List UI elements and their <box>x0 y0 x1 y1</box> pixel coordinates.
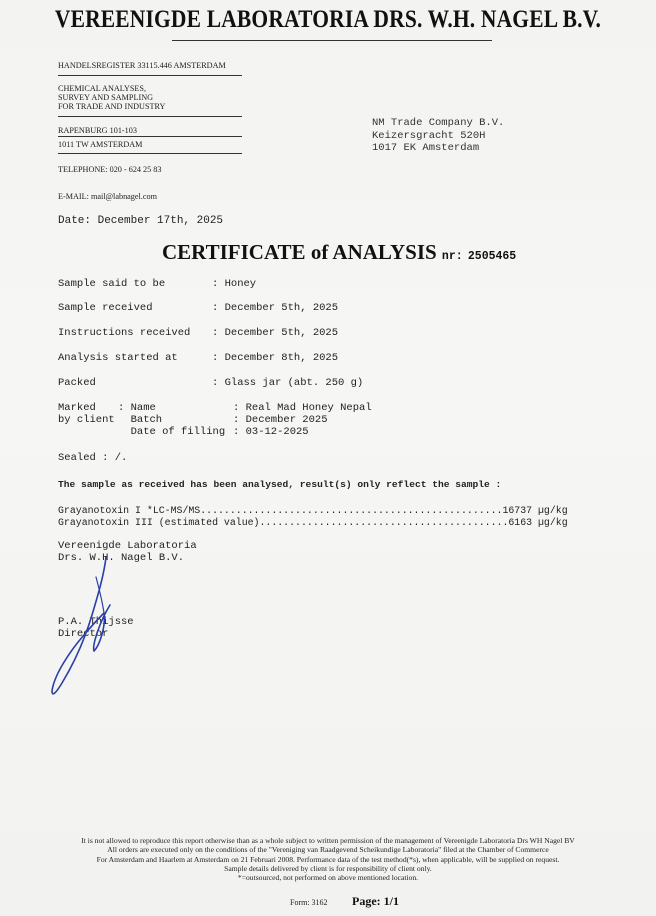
field-value: : December 8th, 2025 <box>212 352 339 364</box>
result-row: Grayanotoxin I *LC-MS/MS...................................................16737 µg/kg <box>58 505 568 516</box>
services-line: FOR TRADE AND INDUSTRY <box>58 102 166 112</box>
signatory-org: Drs. W.H. Nagel B.V. <box>58 552 185 564</box>
services-line: CHEMICAL ANALYSES, <box>58 84 147 93</box>
recipient-address <box>372 117 504 155</box>
recipient-line: Keizersgracht 520H <box>372 129 486 142</box>
footer-line: All orders are executed only on the conditions of the "Vereniging van Raadgevend Scheikundige Laboratoria" filed at the Chamber of Commerce <box>107 845 549 855</box>
footer-line: It is not allowed to reproduce this report otherwise than as a whole subject to written permission of the management of Vereenigde Laboratoria Drs WH Nagel BV <box>81 836 575 845</box>
marked-key: Date of filling <box>118 426 226 438</box>
report-date: Date: December 17th, 2025 <box>58 215 224 227</box>
certificate-title-text: CERTIFICATE of ANALYSIS <box>162 240 437 264</box>
field-label: Packed <box>58 377 96 389</box>
services-block <box>58 84 165 112</box>
header-divider <box>58 75 242 76</box>
marked-key: : Name <box>118 402 156 414</box>
field-label: Sample received <box>58 302 153 314</box>
field-value: : Glass jar (abt. 250 g) <box>212 377 364 389</box>
result-row: Grayanotoxin III (estimated value)..........................................6163 µg/kg <box>58 517 568 528</box>
field-value: : Honey <box>212 278 257 290</box>
footer-line: Sample details delivered by client is for responsibility of client only. <box>224 863 432 873</box>
email-line: E-MAIL: mail@labnagel.com <box>58 192 157 201</box>
signatory-name: P.A. Thijsse <box>58 616 134 628</box>
marked-value: : Real Mad Honey Nepal <box>233 402 372 414</box>
marked-value: : December 2025 <box>233 414 328 426</box>
field-value: : December 5th, 2025 <box>212 302 339 314</box>
form-number: Form: 3162 <box>290 898 328 907</box>
marked-value: : 03-12-2025 <box>233 426 309 438</box>
certificate-number: 2505465 <box>467 250 517 263</box>
by-client-label: by client <box>58 414 115 426</box>
company-name: VEREENIGDE LABORATORIA DRS. W.H. NAGEL B.V. <box>54 6 602 33</box>
handwritten-signature <box>40 555 140 705</box>
field-value: : December 5th, 2025 <box>212 327 339 339</box>
marked-key: Batch <box>118 414 163 426</box>
signatory-title: Director <box>58 628 109 640</box>
field-label: Instructions received <box>58 327 191 339</box>
certificate-nr-label: nr: <box>441 250 463 263</box>
address-line-1: RAPENBURG 101-103 <box>58 126 137 135</box>
footer-line: *=outsourced, not performed on above mentioned location. <box>237 873 419 883</box>
title-underline <box>172 40 492 41</box>
sealed-line: Sealed : /. <box>58 452 128 464</box>
header-divider <box>58 116 242 117</box>
address-line-2: 1011 TW AMSTERDAM <box>58 140 143 149</box>
registry-line: HANDELSREGISTER 33115.446 AMSTERDAM <box>58 61 226 70</box>
field-label: Sample said to be <box>58 278 166 290</box>
header-divider <box>58 153 242 154</box>
results-intro: The sample as received has been analysed, result(s) only reflect the sample : <box>58 479 502 490</box>
marked-label: Marked <box>58 402 96 414</box>
recipient-line: 1017 EK Amsterdam <box>372 142 480 154</box>
field-label: Analysis started at <box>58 352 178 364</box>
header-divider <box>58 136 242 137</box>
services-line: SURVEY AND SAMPLING <box>58 93 154 103</box>
page-number: Page: 1/1 <box>352 894 399 908</box>
footer-line: For Amsterdam and Haarlem at Amsterdam on 21 Februari 2008. Performance data of the test method(*s), when applicable, will be supplied on request. <box>96 854 560 864</box>
certificate-title <box>162 240 516 265</box>
footer-disclaimer <box>18 836 638 882</box>
recipient-line: NM Trade Company B.V. <box>372 117 505 129</box>
signatory-org: Vereenigde Laboratoria <box>58 540 197 552</box>
telephone-line: TELEPHONE: 020 - 624 25 83 <box>58 165 162 174</box>
